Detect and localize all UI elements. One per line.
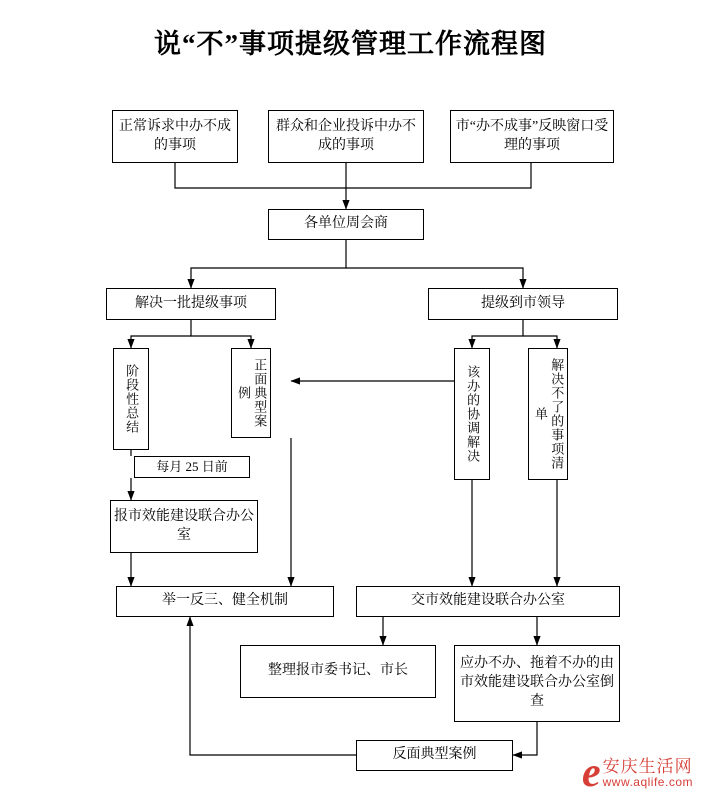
node-unresolved-list[interactable]: 解决不了的事项清单 <box>528 348 568 480</box>
watermark-site-name: 安庆生活网 <box>602 756 693 776</box>
watermark-text <box>603 758 693 788</box>
node-positive-case[interactable]: 正面典型案例 <box>231 348 271 438</box>
node-should-coordinate[interactable]: 该办的协调解决 <box>454 348 490 480</box>
node-weekly-meeting[interactable]: 各单位周会商 <box>268 209 424 240</box>
node-city-window[interactable]: 市“办不成事”反映窗口受理的事项 <box>450 110 614 163</box>
node-resolved-batch[interactable]: 解决一批提级事项 <box>106 288 276 320</box>
node-public-complaint[interactable]: 群众和企业投诉中办不成的事项 <box>268 110 424 163</box>
node-negative-case[interactable]: 反面典型案例 <box>356 740 513 771</box>
node-improve-mechanism[interactable]: 举一反三、健全机制 <box>116 586 334 617</box>
watermark-logo-icon: e <box>581 750 601 796</box>
node-monthly-deadline[interactable]: 每月 25 日前 <box>134 456 250 478</box>
node-report-to-leaders[interactable]: 整理报市委书记、市长 <box>240 645 436 698</box>
page-title: 说“不”事项提级管理工作流程图 <box>154 29 547 59</box>
node-normal-appeal[interactable]: 正常诉求中办不成的事项 <box>112 110 238 163</box>
node-submit-joint-office[interactable]: 交市效能建设联合办公室 <box>356 586 620 617</box>
watermark <box>582 752 693 794</box>
node-accountability-review[interactable]: 应办不办、拖着不办的由市效能建设联合办公室倒查 <box>454 645 620 722</box>
node-phase-summary[interactable]: 阶段性总结 <box>113 348 149 450</box>
node-report-joint-office[interactable]: 报市效能建设联合办公室 <box>110 500 258 553</box>
node-escalate-leader[interactable]: 提级到市领导 <box>428 288 618 320</box>
watermark-url: www.aqlife.com <box>602 774 693 789</box>
